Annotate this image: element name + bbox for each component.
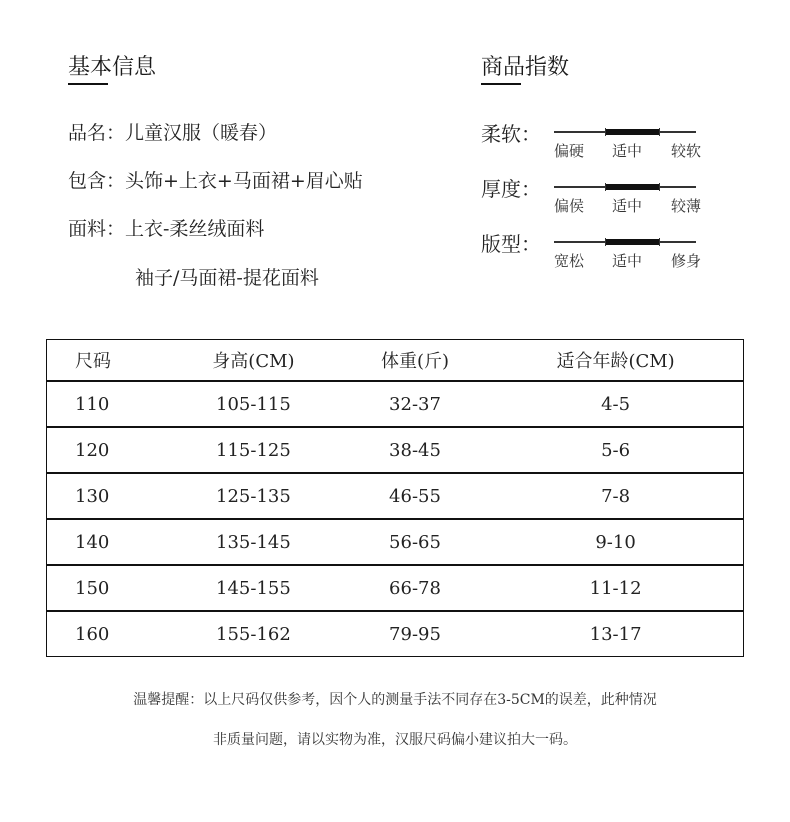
- basic-info-title: [68, 50, 156, 81]
- table-cell: 145-155: [165, 565, 342, 611]
- index-label: 版型：: [481, 232, 541, 256]
- table-cell: 105-115: [165, 381, 342, 427]
- table-cell: 13-17: [488, 611, 743, 657]
- table-cell: 46-55: [342, 473, 488, 519]
- table-cell: 135-145: [165, 519, 342, 565]
- index-label: 柔软：: [481, 122, 541, 146]
- index-row-softness: [481, 118, 721, 158]
- table-cell: 130: [47, 473, 166, 519]
- table-header-cell: 身高(CM): [212, 351, 295, 372]
- index-option: 较软: [671, 142, 702, 160]
- size-note-line-1: 温馨提醒：以上尺码仅供参考，因个人的测量手法不同存在3-5CM的误差，此种情况: [133, 692, 657, 708]
- scale-tick: [605, 238, 606, 246]
- table-cell: 110: [47, 381, 166, 427]
- product-name-row: 品名：儿童汉服（暖春）: [68, 122, 278, 144]
- index-selected-marker: [605, 129, 659, 135]
- table-row: [47, 611, 744, 657]
- index-option: 适中: [612, 197, 643, 215]
- index-option: 偏侯: [554, 197, 585, 215]
- index-row-fit: [481, 228, 721, 268]
- includes-row: 包含：头饰+上衣+马面裙+眉心贴: [68, 170, 363, 192]
- title-underline: [481, 83, 521, 85]
- table-row: [47, 565, 744, 611]
- table-header-cell: 适合年龄(CM): [556, 351, 675, 372]
- table-cell: 150: [47, 565, 166, 611]
- table-cell: 155-162: [165, 611, 342, 657]
- index-option: 偏硬: [554, 142, 585, 160]
- scale-tick: [605, 183, 606, 191]
- index-selected-marker: [605, 184, 659, 190]
- scale-tick: [659, 238, 660, 246]
- index-option: 宽松: [554, 252, 585, 270]
- index-row-thickness: [481, 173, 721, 213]
- title-underline: [68, 83, 108, 85]
- table-cell: 5-6: [488, 427, 743, 473]
- scale-tick: [605, 128, 606, 136]
- table-row: [47, 381, 744, 427]
- table-row: [47, 427, 744, 473]
- table-cell: 66-78: [342, 565, 488, 611]
- table-cell: 9-10: [488, 519, 743, 565]
- table-cell: 38-45: [342, 427, 488, 473]
- table-cell: 4-5: [488, 381, 743, 427]
- table-header-cell: 体重(斤): [380, 351, 450, 372]
- table-row: [47, 473, 744, 519]
- index-option: 适中: [612, 252, 643, 270]
- scale-tick: [659, 183, 660, 191]
- table-cell: 120: [47, 427, 166, 473]
- size-table: [46, 339, 744, 657]
- table-cell: 7-8: [488, 473, 743, 519]
- index-option: 适中: [612, 142, 643, 160]
- table-cell: 125-135: [165, 473, 342, 519]
- fabric-row-continued: 袖子/马面裙-提花面料: [135, 267, 319, 289]
- table-header-cell: 尺码: [75, 351, 111, 372]
- index-label: 厚度：: [481, 177, 541, 201]
- product-index-title-text: 商品指数: [481, 55, 570, 80]
- table-cell: 115-125: [165, 427, 342, 473]
- table-header-row: [47, 340, 744, 382]
- index-option: 修身: [671, 252, 702, 270]
- fabric-row: 面料：上衣-柔丝绒面料: [68, 218, 265, 240]
- index-selected-marker: [605, 239, 659, 245]
- table-cell: 140: [47, 519, 166, 565]
- basic-info-title-text: 基本信息: [68, 55, 157, 80]
- table-cell: 11-12: [488, 565, 743, 611]
- scale-tick: [659, 128, 660, 136]
- table-cell: 56-65: [342, 519, 488, 565]
- size-note-line-2: 非质量问题，请以实物为准，汉服尺码偏小建议拍大一码。: [213, 732, 577, 748]
- table-cell: 79-95: [342, 611, 488, 657]
- table-cell: 32-37: [342, 381, 488, 427]
- index-option: 较薄: [671, 197, 702, 215]
- table-row: [47, 519, 744, 565]
- product-index-title: [481, 50, 569, 81]
- table-cell: 160: [47, 611, 166, 657]
